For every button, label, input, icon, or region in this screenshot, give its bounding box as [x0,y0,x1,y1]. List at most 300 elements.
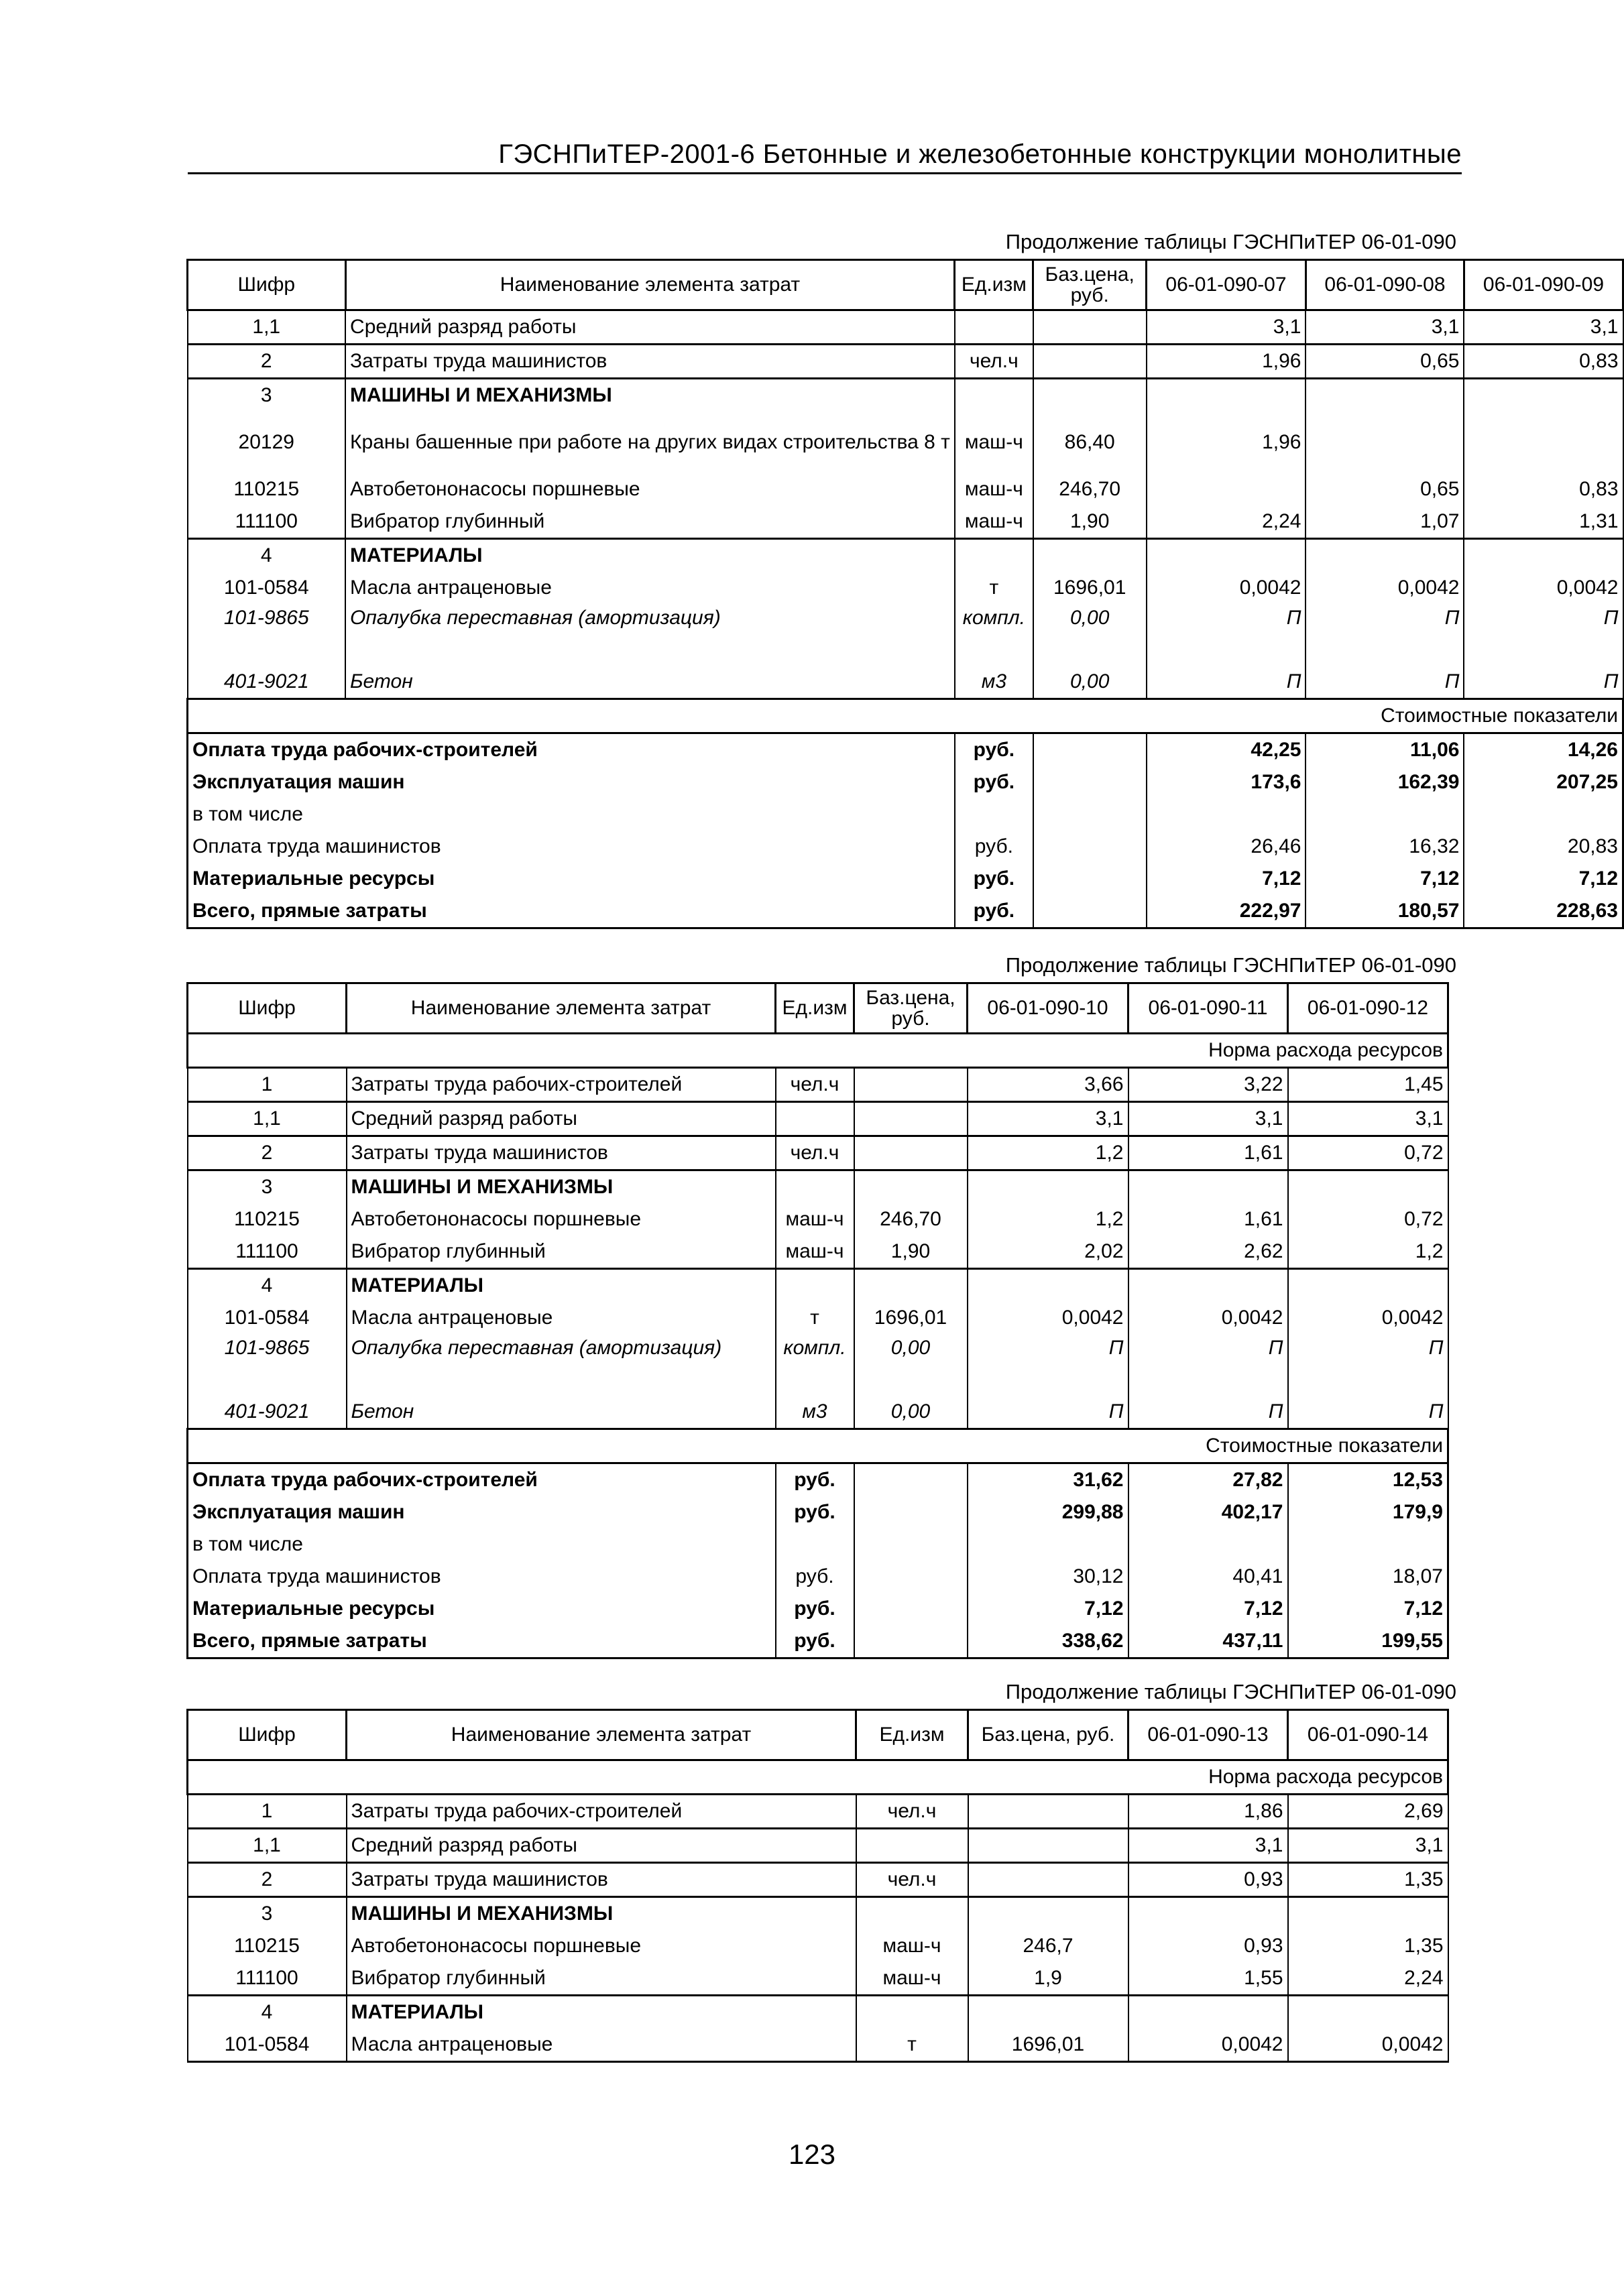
value-cell: П [1147,604,1306,666]
price-cell: 86,40 [1033,412,1147,473]
value-cell: П [1464,666,1623,699]
value-cell: 1,61 [1128,1203,1288,1235]
code-cell: 2 [188,1863,347,1897]
cost-label: Оплата труда машинистов [188,831,955,863]
cost-label: Всего, прямые затраты [188,895,955,928]
value-cell: 0,72 [1288,1203,1448,1235]
table-row [188,1897,1448,1931]
code-cell: 4 [188,539,346,572]
value-cell: 199,55 [1288,1625,1448,1658]
unit-cell [776,1528,854,1561]
unit-cell: чел.ч [856,1795,968,1829]
section-title: МАТЕРИАЛЫ [345,539,955,572]
cost-row [188,895,1623,928]
unit-cell: руб. [776,1625,854,1658]
col-header: Баз.цена, руб. [854,983,968,1034]
price-cell: 0,00 [854,1334,968,1396]
unit-cell: т [856,2029,968,2062]
value-cell: 7,12 [1128,1593,1288,1625]
price-cell [1033,539,1147,572]
value-cell: 0,83 [1464,345,1623,379]
price-cell [854,1136,968,1170]
section-title: МАТЕРИАЛЫ [347,1996,856,2029]
value-cell: 0,93 [1128,1930,1288,1962]
unit-cell: маш-ч [955,473,1033,505]
code-cell: 1 [188,1068,347,1102]
code-cell: 110215 [188,1203,347,1235]
table-row [188,412,1623,473]
col-header: Наименование элемента затрат [347,1710,856,1760]
value-cell: 2,24 [1147,505,1306,539]
value-cell: 12,53 [1288,1463,1448,1497]
code-cell: 2 [188,345,346,379]
price-cell [854,1170,968,1204]
col-header: 06-01-090-10 [968,983,1128,1034]
value-cell: 20,83 [1464,831,1623,863]
value-cell: 3,22 [1128,1068,1288,1102]
page-header: ГЭСНПиТЕР-2001-6 Бетонные и железобетонные конструкции монолитные [188,139,1462,174]
value-cell [968,1170,1128,1204]
code-cell: 110215 [188,473,346,505]
cost-row [188,863,1623,895]
name-cell: Средний разряд работы [347,1829,856,1863]
code-cell: 4 [188,1269,347,1303]
unit-cell: руб. [955,831,1033,863]
name-cell: Вибратор глубинный [347,1235,776,1269]
unit-cell [776,1170,854,1204]
value-cell: 1,2 [1288,1235,1448,1269]
value-cell: 1,96 [1147,412,1306,473]
value-cell: П [1288,1334,1448,1396]
unit-cell: руб. [776,1496,854,1528]
code-cell: 1,1 [188,1829,347,1863]
code-cell: 401-9021 [188,666,346,699]
value-cell: 7,12 [1306,863,1464,895]
name-cell: Затраты труда машинистов [347,1863,856,1897]
value-cell: 0,0042 [1306,572,1464,604]
band-row [188,1429,1448,1463]
unit-cell: чел.ч [955,345,1033,379]
value-cell: 402,17 [1128,1496,1288,1528]
table-row [188,1269,1448,1303]
col-header: 06-01-090-11 [1128,983,1288,1034]
value-cell: 0,0042 [1128,1302,1288,1334]
price-cell [1033,310,1147,345]
value-cell: 222,97 [1147,895,1306,928]
unit-cell: чел.ч [776,1136,854,1170]
value-cell: 1,2 [968,1136,1128,1170]
value-cell: 1,35 [1288,1930,1448,1962]
table-row [188,1334,1448,1396]
price-cell [854,1102,968,1136]
value-cell: 40,41 [1128,1561,1288,1593]
code-cell: 111100 [188,505,346,539]
value-cell: 2,24 [1288,1962,1448,1996]
section-title: МАТЕРИАЛЫ [347,1269,776,1303]
price-cell [1033,345,1147,379]
price-cell: 246,70 [1033,473,1147,505]
code-cell: 20129 [188,412,346,473]
price-cell: 1,90 [1033,505,1147,539]
unit-cell: руб. [955,766,1033,798]
value-cell: 7,12 [1288,1593,1448,1625]
unit-cell: руб. [776,1561,854,1593]
table-row [188,1170,1448,1204]
resource-norm-band: Норма расхода ресурсов [188,1034,1448,1068]
cost-label: в том числе [188,1528,776,1561]
name-cell: Бетон [347,1396,776,1429]
value-cell: 1,31 [1464,505,1623,539]
table1 [186,259,1624,929]
value-cell: 3,1 [1306,310,1464,345]
value-cell [1464,379,1623,412]
col-header: Ед.изм [955,260,1033,310]
unit-cell: маш-ч [776,1235,854,1269]
value-cell [1288,1528,1448,1561]
cost-row [188,831,1623,863]
table-row [188,1996,1448,2029]
value-cell [1464,798,1623,831]
value-cell [1128,1269,1288,1303]
price-cell [854,1528,968,1561]
price-cell [968,1795,1128,1829]
table-row [188,1302,1448,1334]
unit-cell: маш-ч [955,412,1033,473]
price-cell [1033,895,1147,928]
value-cell: 0,72 [1288,1136,1448,1170]
value-cell: 27,82 [1128,1463,1288,1497]
table-row [188,1795,1448,1829]
code-cell: 1,1 [188,310,346,345]
price-cell: 246,70 [854,1203,968,1235]
code-cell: 3 [188,1897,347,1931]
unit-cell: маш-ч [776,1203,854,1235]
table-row [188,345,1623,379]
cost-indicators-band: Стоимостные показатели [188,1429,1448,1463]
unit-cell: маш-ч [856,1962,968,1996]
table-row [188,1829,1448,1863]
value-cell: П [1288,1396,1448,1429]
value-cell: 2,62 [1128,1235,1288,1269]
cost-row [188,798,1623,831]
unit-cell: м3 [955,666,1033,699]
value-cell [1147,379,1306,412]
value-cell: 3,1 [1147,310,1306,345]
unit-cell: т [955,572,1033,604]
name-cell: Автобетононасосы поршневые [345,473,955,505]
value-cell: П [1128,1334,1288,1396]
price-cell [1033,831,1147,863]
name-cell: Масла антраценовые [347,1302,776,1334]
value-cell: 3,1 [968,1102,1128,1136]
col-header: 06-01-090-12 [1288,983,1448,1034]
cost-row [188,1593,1448,1625]
price-cell: 1,9 [968,1962,1128,1996]
price-cell [968,1829,1128,1863]
price-cell: 1696,01 [1033,572,1147,604]
col-header: Наименование элемента затрат [347,983,776,1034]
name-cell: Опалубка переставная (амортизация) [345,604,955,666]
code-cell: 101-9865 [188,1334,347,1396]
value-cell: П [968,1396,1128,1429]
price-cell: 1,90 [854,1235,968,1269]
price-cell [854,1463,968,1497]
cost-label: Всего, прямые затраты [188,1625,776,1658]
table-row [188,666,1623,699]
value-cell: 7,12 [1147,863,1306,895]
price-cell [1033,863,1147,895]
name-cell: Автобетононасосы поршневые [347,1930,856,1962]
cost-row [188,1625,1448,1658]
price-cell [968,1863,1128,1897]
section-title: МАШИНЫ И МЕХАНИЗМЫ [347,1170,776,1204]
table3-header-row [188,1710,1448,1760]
unit-cell [856,1829,968,1863]
table-row [188,1235,1448,1269]
value-cell: 0,0042 [1147,572,1306,604]
section-title: МАШИНЫ И МЕХАНИЗМЫ [345,379,955,412]
unit-cell [856,1996,968,2029]
unit-cell [955,798,1033,831]
unit-cell: руб. [955,863,1033,895]
value-cell: 0,93 [1128,1863,1288,1897]
value-cell: 0,83 [1464,473,1623,505]
value-cell [1147,473,1306,505]
col-header: Ед.изм [856,1710,968,1760]
value-cell: 3,1 [1288,1102,1448,1136]
price-cell [968,1996,1128,2029]
table2 [186,982,1449,1659]
cost-row [188,1561,1448,1593]
table-row [188,1102,1448,1136]
cost-label: в том числе [188,798,955,831]
table1-caption: Продолжение таблицы ГЭСНПиТЕР 06-01-090 [1005,230,1456,253]
price-cell: 0,00 [1033,604,1147,666]
code-cell: 101-0584 [188,572,346,604]
col-header: Баз.цена, руб. [1033,260,1147,310]
price-cell: 1696,01 [854,1302,968,1334]
table-row [188,1068,1448,1102]
value-cell: 3,1 [1464,310,1623,345]
value-cell [1306,379,1464,412]
table3 [186,1709,1449,2063]
col-header: Ед.изм [776,983,854,1034]
price-cell: 0,00 [854,1396,968,1429]
name-cell: Затраты труда машинистов [345,345,955,379]
table-row [188,310,1623,345]
code-cell: 3 [188,379,346,412]
unit-cell [955,379,1033,412]
cost-label: Эксплуатация машин [188,766,955,798]
code-cell: 3 [188,1170,347,1204]
value-cell: 0,0042 [1288,1302,1448,1334]
value-cell [1128,1170,1288,1204]
value-cell: 299,88 [968,1496,1128,1528]
page-number: 123 [788,2138,836,2170]
price-cell [1033,766,1147,798]
value-cell: 42,25 [1147,733,1306,767]
value-cell: 1,86 [1128,1795,1288,1829]
name-cell: Бетон [345,666,955,699]
value-cell: 7,12 [1464,863,1623,895]
table-row [188,379,1623,412]
value-cell: 0,0042 [1288,2029,1448,2062]
value-cell [1288,1269,1448,1303]
price-cell: 1696,01 [968,2029,1128,2062]
value-cell [1147,798,1306,831]
unit-cell [776,1102,854,1136]
code-cell: 101-0584 [188,2029,347,2062]
name-cell: Затраты труда рабочих-строителей [347,1068,776,1102]
name-cell: Затраты труда машинистов [347,1136,776,1170]
value-cell: 2,02 [968,1235,1128,1269]
value-cell: 30,12 [968,1561,1128,1593]
value-cell [1288,1170,1448,1204]
value-cell: 338,62 [968,1625,1128,1658]
unit-cell: т [776,1302,854,1334]
table-row [188,1136,1448,1170]
table-row [188,1863,1448,1897]
col-header: Шифр [188,1710,347,1760]
price-cell [1033,798,1147,831]
unit-cell [776,1269,854,1303]
price-cell [854,1269,968,1303]
price-cell [854,1625,968,1658]
value-cell: 179,9 [1288,1496,1448,1528]
table-row [188,2029,1448,2062]
value-cell: 31,62 [968,1463,1128,1497]
value-cell: П [1464,604,1623,666]
unit-cell: м3 [776,1396,854,1429]
value-cell: 173,6 [1147,766,1306,798]
value-cell: П [1128,1396,1288,1429]
table-row [188,539,1623,572]
code-cell: 111100 [188,1235,347,1269]
table2-header-row [188,983,1448,1034]
value-cell: П [1147,666,1306,699]
name-cell: Опалубка переставная (амортизация) [347,1334,776,1396]
name-cell: Средний разряд работы [345,310,955,345]
value-cell [968,1528,1128,1561]
value-cell: 1,61 [1128,1136,1288,1170]
cost-label: Материальные ресурсы [188,863,955,895]
code-cell: 111100 [188,1962,347,1996]
band-row [188,1760,1448,1795]
value-cell: 437,11 [1128,1625,1288,1658]
unit-cell [955,539,1033,572]
value-cell: 162,39 [1306,766,1464,798]
unit-cell: руб. [955,733,1033,767]
band-row [188,1034,1448,1068]
code-cell: 101-0584 [188,1302,347,1334]
value-cell: 3,1 [1128,1829,1288,1863]
unit-cell: чел.ч [776,1068,854,1102]
cost-label: Оплата труда рабочих-строителей [188,733,955,767]
col-header: 06-01-090-14 [1288,1710,1448,1760]
unit-cell: руб. [776,1593,854,1625]
name-cell: Вибратор глубинный [347,1962,856,1996]
cost-row [188,1463,1448,1497]
value-cell: П [1306,666,1464,699]
col-header: 06-01-090-13 [1128,1710,1288,1760]
price-cell [1033,379,1147,412]
cost-label: Оплата труда машинистов [188,1561,776,1593]
value-cell: 0,65 [1306,473,1464,505]
value-cell: 1,07 [1306,505,1464,539]
price-cell [854,1561,968,1593]
value-cell: 228,63 [1464,895,1623,928]
value-cell: 3,1 [1288,1829,1448,1863]
col-header: Шифр [188,983,347,1034]
value-cell [1306,798,1464,831]
price-cell [854,1496,968,1528]
table-row [188,1930,1448,1962]
value-cell: П [968,1334,1128,1396]
value-cell: 18,07 [1288,1561,1448,1593]
unit-cell: компл. [955,604,1033,666]
price-cell [1033,733,1147,767]
table1-header-row [188,260,1623,310]
value-cell [1464,412,1623,473]
value-cell: 16,32 [1306,831,1464,863]
name-cell: Средний разряд работы [347,1102,776,1136]
cost-row [188,1496,1448,1528]
section-title: МАШИНЫ И МЕХАНИЗМЫ [347,1897,856,1931]
value-cell: 14,26 [1464,733,1623,767]
price-cell: 246,7 [968,1930,1128,1962]
value-cell [1128,1996,1288,2029]
code-cell: 1 [188,1795,347,1829]
value-cell [1147,539,1306,572]
band-row [188,699,1623,733]
table-row [188,572,1623,604]
value-cell: 1,35 [1288,1863,1448,1897]
value-cell: 1,2 [968,1203,1128,1235]
name-cell: Затраты труда рабочих-строителей [347,1795,856,1829]
value-cell: 180,57 [1306,895,1464,928]
cost-label: Материальные ресурсы [188,1593,776,1625]
name-cell: Масла антраценовые [347,2029,856,2062]
table-row [188,473,1623,505]
value-cell [1128,1528,1288,1561]
value-cell: 11,06 [1306,733,1464,767]
col-header: Баз.цена, руб. [968,1710,1128,1760]
value-cell: 207,25 [1464,766,1623,798]
unit-cell: чел.ч [856,1863,968,1897]
name-cell: Автобетононасосы поршневые [347,1203,776,1235]
table-row [188,505,1623,539]
unit-cell: компл. [776,1334,854,1396]
cost-label: Оплата труда рабочих-строителей [188,1463,776,1497]
table3-caption: Продолжение таблицы ГЭСНПиТЕР 06-01-090 [1005,1680,1456,1703]
value-cell [1128,1897,1288,1931]
code-cell: 401-9021 [188,1396,347,1429]
code-cell: 1,1 [188,1102,347,1136]
value-cell [1288,1897,1448,1931]
code-cell: 2 [188,1136,347,1170]
value-cell [968,1269,1128,1303]
col-header: Шифр [188,260,346,310]
unit-cell: маш-ч [856,1930,968,1962]
table-row [188,604,1623,666]
price-cell [968,1897,1128,1931]
value-cell: 0,0042 [968,1302,1128,1334]
col-header: Наименование элемента затрат [345,260,955,310]
value-cell: 3,66 [968,1068,1128,1102]
table2-caption: Продолжение таблицы ГЭСНПиТЕР 06-01-090 [1005,953,1456,977]
col-header: 06-01-090-09 [1464,260,1623,310]
cost-row [188,766,1623,798]
